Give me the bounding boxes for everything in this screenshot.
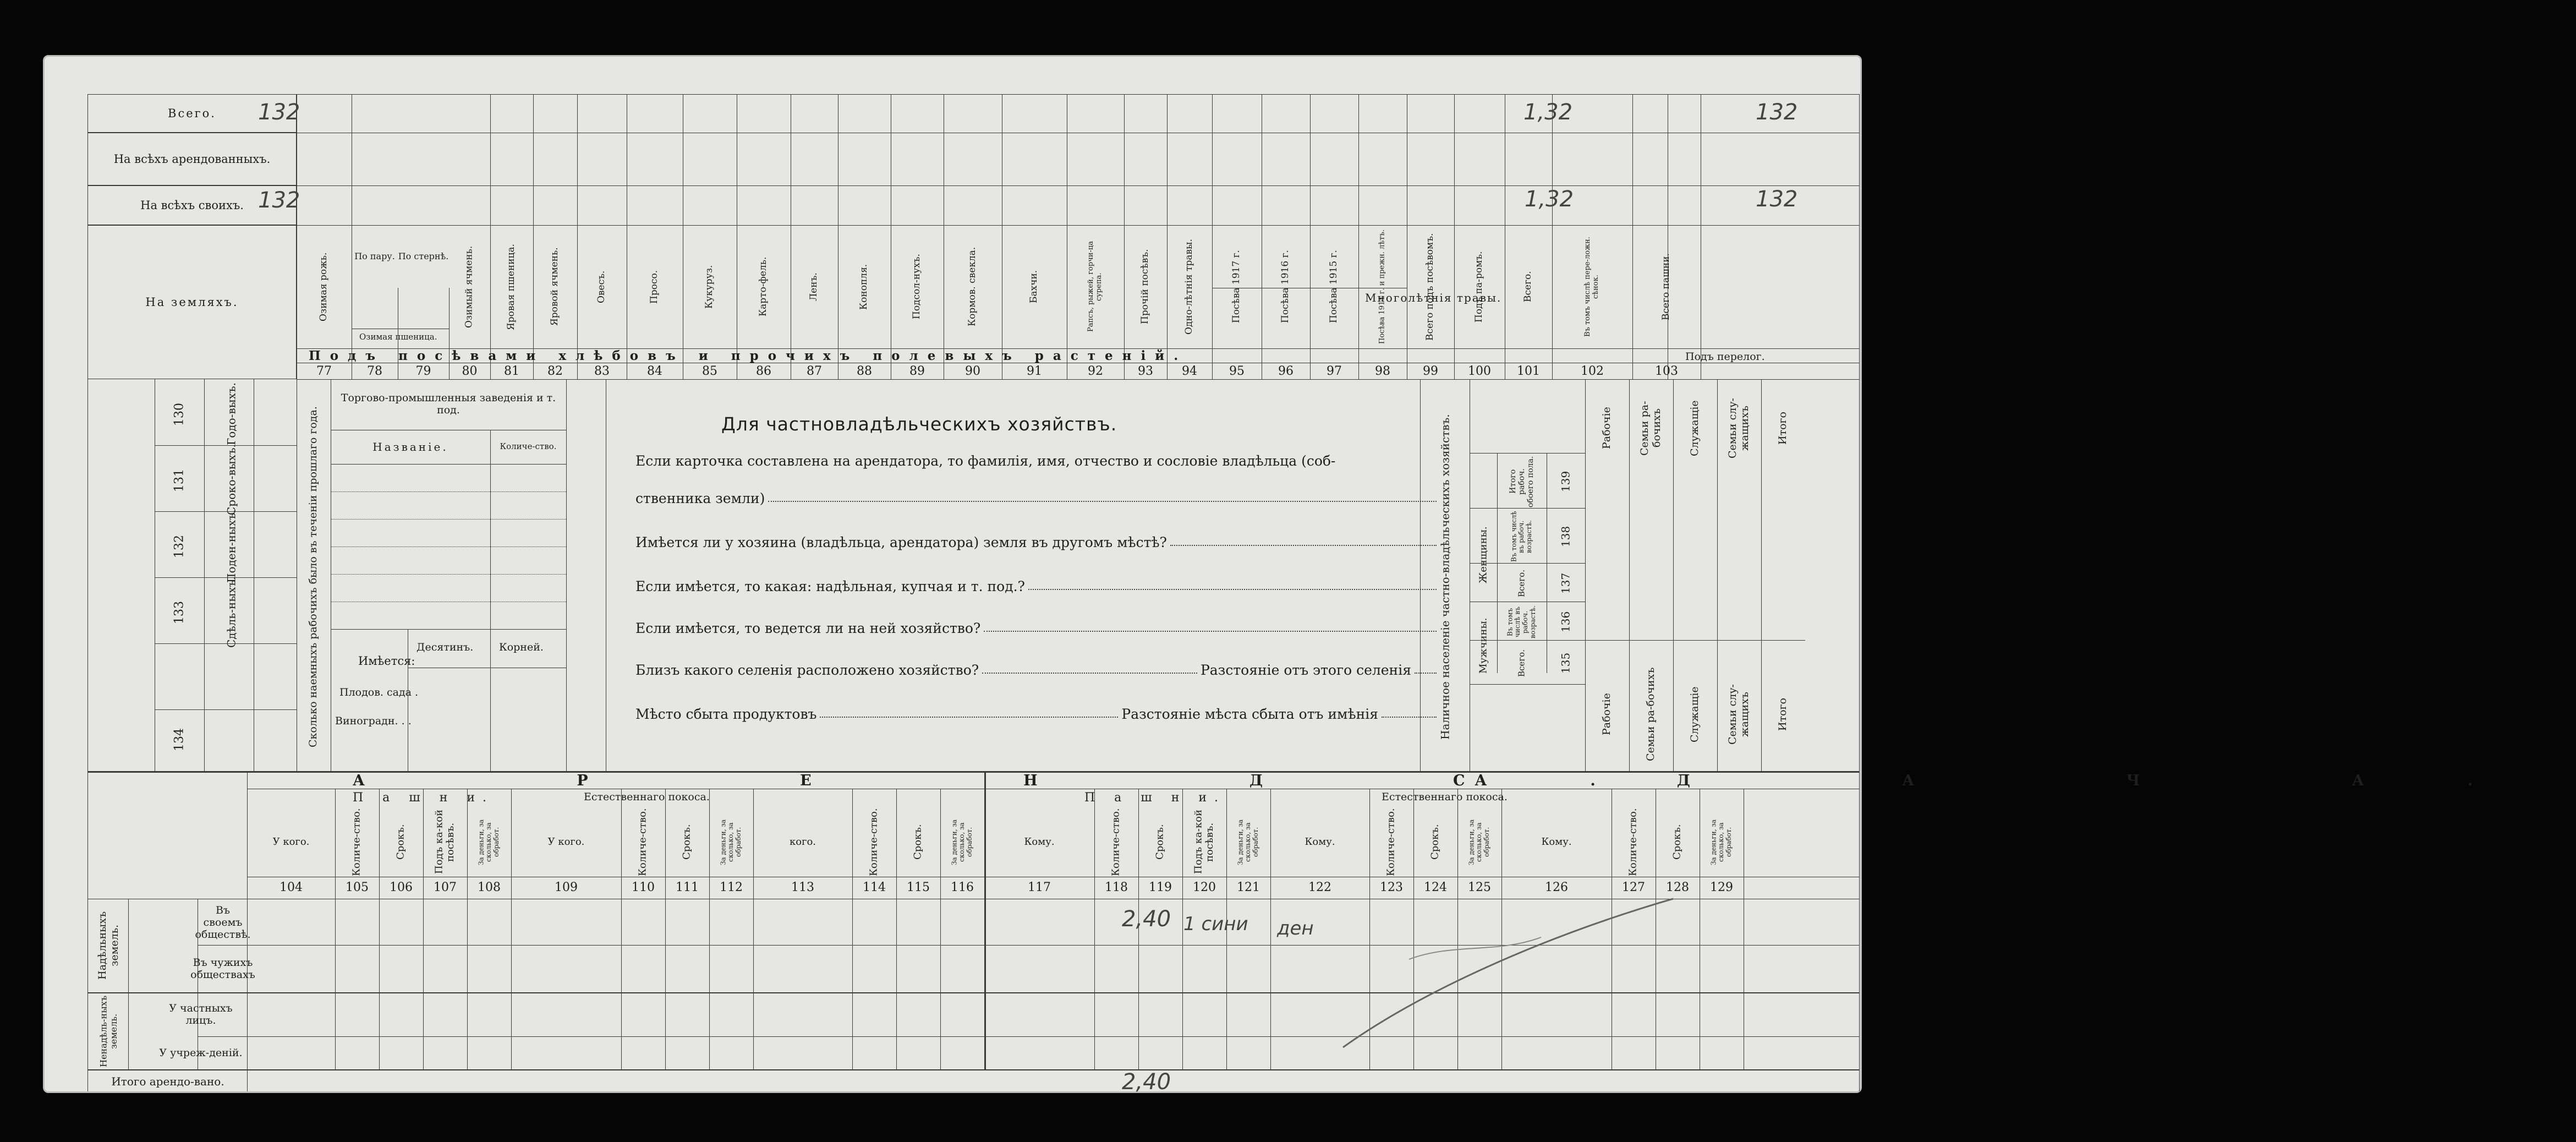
row-label-vsego: Всего. bbox=[87, 94, 297, 133]
lease-col-number: 111 bbox=[676, 881, 699, 895]
lease-col-number: 123 bbox=[1380, 881, 1403, 895]
grid-line bbox=[1859, 789, 1860, 1069]
lease-col-number: 104 bbox=[279, 881, 303, 895]
lease-col-number: 112 bbox=[720, 881, 743, 895]
crop-header: Овесъ. bbox=[596, 270, 607, 303]
lease-col-header: Количе-ство. bbox=[1627, 808, 1639, 876]
pop-vsego: Всего. bbox=[1516, 649, 1527, 677]
nenadelnyh-label: Ненадѣль-ныхъ земель. bbox=[98, 996, 119, 1068]
handwritten-value: 132 bbox=[1756, 187, 1798, 212]
lease-col-number: 126 bbox=[1545, 881, 1568, 895]
pop-num: 137 bbox=[1559, 572, 1572, 594]
row-label-chuzhih: Въ чужихъ обществахъ bbox=[190, 957, 255, 981]
crop-col-number: 90 bbox=[965, 364, 980, 379]
crop-header: По пару. bbox=[354, 250, 395, 261]
imeetsya-label: Имѣется: bbox=[358, 654, 415, 668]
lease-col-number: 108 bbox=[478, 881, 501, 895]
pop-col-semi-sluzhashih-bottom: Семьи слу-жащихъ bbox=[1727, 684, 1751, 745]
sdacha-pashni-label: П а ш н и. bbox=[1084, 791, 1226, 805]
crop-col-number: 89 bbox=[909, 364, 925, 379]
crop-col-number: 102 bbox=[1581, 364, 1604, 379]
crop-header: Всего подъ посѣвомъ. bbox=[1424, 233, 1436, 341]
question-6a-text: Мѣсто сбыта продуктовъ bbox=[635, 706, 817, 722]
question-2 bbox=[635, 534, 1440, 550]
grid-line bbox=[297, 94, 1859, 95]
answer-line[interactable] bbox=[1028, 588, 1437, 590]
lease-col-header: Кому. bbox=[1024, 835, 1055, 848]
pop-itogo-rab: Итого рабоч. обоего пола. bbox=[1508, 456, 1536, 507]
crop-header: Прочій посѣвъ. bbox=[1139, 249, 1151, 325]
question-4-text: Если имѣется, то ведется ли на ней хозяйство? bbox=[635, 620, 981, 636]
lease-col-header: Количе-ство. bbox=[350, 808, 363, 876]
lease-col-number: 115 bbox=[907, 881, 930, 895]
lease-col-header: У кого. bbox=[272, 835, 310, 848]
crop-header: Всего. bbox=[1522, 271, 1534, 303]
crop-col-number: 98 bbox=[1375, 364, 1390, 379]
lease-col-number: 121 bbox=[1237, 881, 1260, 895]
lease-col-header: У кого. bbox=[547, 835, 585, 848]
pop-col-rabochie-bottom: Рабочіе bbox=[1601, 693, 1613, 736]
crop-header: Одно-лѣтнія травы. bbox=[1183, 239, 1195, 335]
grid-line bbox=[297, 185, 1859, 186]
crop-col-number: 86 bbox=[756, 364, 771, 379]
label-podennyh: Поден-ныхъ. bbox=[224, 509, 238, 583]
crop-col-number: 81 bbox=[504, 364, 519, 379]
row-label-svoih: На всѣхъ своихъ. bbox=[87, 185, 297, 225]
lease-col-header: Срокъ. bbox=[1671, 824, 1683, 860]
question-3-text: Если имѣется, то какая: надѣльная, купчая и т. под.? bbox=[635, 578, 1025, 594]
handwritten-value: 132 bbox=[258, 100, 300, 125]
lease-col-number: 129 bbox=[1710, 881, 1733, 895]
pop-col-sluzhashie: Служащіе bbox=[1689, 400, 1701, 456]
grid-line bbox=[204, 379, 205, 771]
lease-col-header: Срокъ. bbox=[681, 824, 693, 860]
crop-col-number: 78 bbox=[367, 364, 382, 379]
col-num-130: 130 bbox=[172, 403, 187, 426]
crop-header: Кормов. свекла. bbox=[967, 247, 978, 327]
lease-col-header: Подъ ка-кой посѣвъ. bbox=[433, 810, 456, 875]
arenda-title: А Р Е Н Д А. bbox=[353, 772, 1699, 789]
crop-header: Озимая рожь. bbox=[318, 252, 330, 321]
grid-line bbox=[331, 629, 566, 630]
question-5 bbox=[635, 662, 1440, 678]
dotted-line bbox=[331, 574, 566, 575]
pop-col-semi-rabochih: Семьи ра-бочихъ bbox=[1638, 401, 1663, 456]
lease-col-header: За деньги, за сколько, за обработ. bbox=[1467, 819, 1490, 865]
grid-line bbox=[1420, 379, 1421, 771]
crop-col-number: 83 bbox=[594, 364, 610, 379]
pop-vsego: Всего. bbox=[1516, 570, 1527, 597]
dotted-line bbox=[331, 519, 566, 520]
answer-line[interactable] bbox=[984, 630, 1437, 632]
lease-col-number: 110 bbox=[632, 881, 655, 895]
pop-rab-vozrast: Въ томъ числѣ въ рабоч. возрастѣ. bbox=[1506, 605, 1537, 638]
handwritten-value: 2,40 bbox=[1122, 1069, 1171, 1095]
grid-line bbox=[1470, 684, 1585, 685]
nadelnyh-label: Надѣльныхъ земель. bbox=[96, 911, 120, 980]
lease-col-header: Подъ ка-кой посѣвъ. bbox=[1192, 810, 1215, 875]
lease-col-number: 117 bbox=[1028, 881, 1051, 895]
pop-num: 136 bbox=[1559, 611, 1572, 633]
pop-col-sluzhashie-bottom: Служащіе bbox=[1689, 686, 1701, 742]
lease-col-number: 107 bbox=[434, 881, 457, 895]
crop-col-number: 88 bbox=[857, 364, 872, 379]
row-label-uchrezhdeniy: У учреж-деній. bbox=[159, 1047, 243, 1059]
arenda-pokos-label: Естественнаго покоса. bbox=[584, 791, 710, 803]
lease-col-number: 119 bbox=[1149, 881, 1172, 895]
question-4 bbox=[635, 620, 1440, 636]
answer-line[interactable] bbox=[820, 716, 1118, 718]
lease-col-header: Количе-ство. bbox=[1110, 808, 1122, 876]
handwritten-value: 132 bbox=[258, 188, 300, 213]
question-3 bbox=[635, 578, 1440, 594]
handwritten-value: 1,32 bbox=[1525, 187, 1574, 212]
label-sdelnyh: Сдѣль-ныхъ. bbox=[224, 576, 238, 648]
lease-col-header: За деньги, за сколько, за обработ. bbox=[1236, 819, 1259, 865]
lease-col-number: 118 bbox=[1105, 881, 1128, 895]
lease-col-header: Количе-ство. bbox=[1385, 808, 1397, 876]
question-2-text: Имѣется ли у хозяина (владѣльца, арендатора) земля въ другомъ мѣстѣ? bbox=[635, 534, 1167, 550]
grid-line bbox=[566, 379, 567, 771]
lease-col-number: 124 bbox=[1424, 881, 1447, 895]
answer-line[interactable] bbox=[982, 672, 1197, 674]
grid-line bbox=[1585, 640, 1805, 641]
question-1b-text: ственника земли) bbox=[635, 490, 765, 506]
trade-name-header: Названіе. bbox=[372, 440, 448, 453]
pop-col-semi-sluzhashih: Семьи слу-жащихъ bbox=[1727, 398, 1751, 458]
row-label-na-zemlyah: На земляхъ. bbox=[87, 225, 297, 379]
census-card bbox=[43, 55, 2576, 1095]
lease-col-number: 106 bbox=[390, 881, 413, 895]
lease-col-header: Срокъ. bbox=[1429, 824, 1441, 860]
pop-num: 138 bbox=[1559, 526, 1572, 548]
lease-col-header: За деньги, за сколько, за обработ. bbox=[477, 819, 500, 865]
lease-col-header: Срокъ. bbox=[1154, 824, 1166, 860]
question-1a bbox=[635, 453, 1335, 469]
lease-col-header: За деньги, за сколько, за обработ. bbox=[1709, 819, 1733, 865]
grid-line bbox=[87, 94, 88, 771]
lease-col-header: За деньги, за сколько, за обработ. bbox=[719, 819, 742, 865]
trade-count-header: Количе-ство. bbox=[500, 441, 557, 452]
col-num-133: 133 bbox=[172, 601, 187, 624]
grid-line bbox=[128, 899, 129, 1069]
crop-col-number: 100 bbox=[1468, 364, 1491, 379]
crop-header: Бахчи. bbox=[1028, 270, 1040, 304]
lease-col-header: Количе-ство. bbox=[868, 808, 880, 876]
crop-header: Озимый ячмень. bbox=[463, 245, 475, 328]
crop-col-number: 91 bbox=[1027, 364, 1042, 379]
handwritten-value: 1 сини bbox=[1183, 913, 1248, 935]
crop-header: Посѣва 1917 г. bbox=[1231, 250, 1242, 324]
group-label-ozimaya-pshenitsa: Озимая пшеница. bbox=[359, 332, 437, 342]
pop-num: 139 bbox=[1559, 471, 1572, 493]
label-srokovyh: Сроко-выхъ. bbox=[224, 444, 238, 516]
desyatin-header: Десятинъ. bbox=[416, 641, 474, 653]
crop-col-number: 94 bbox=[1182, 364, 1197, 379]
lease-col-header: За деньги, за сколько, за обработ. bbox=[950, 819, 973, 865]
grid-line bbox=[1470, 508, 1585, 509]
question-5b-text: Разстояніе отъ этого селенія bbox=[1200, 662, 1411, 678]
sdacha-title: С Д А Ч А. bbox=[1453, 772, 2576, 789]
crop-header: По стернѣ. bbox=[398, 250, 449, 261]
pop-col-itogo: Итого bbox=[1777, 412, 1789, 445]
grid-line bbox=[490, 430, 491, 771]
crop-col-number: 99 bbox=[1423, 364, 1438, 379]
crop-col-number: 97 bbox=[1327, 364, 1342, 379]
handwritten-value: 1,32 bbox=[1523, 100, 1573, 125]
arenda-pashni-label: П а ш н и. bbox=[353, 791, 495, 805]
row-label-itogo: Итого арендо-вано. bbox=[111, 1074, 224, 1088]
crop-header: Просо. bbox=[649, 270, 660, 304]
grid-line bbox=[87, 1069, 1859, 1070]
col-num-134: 134 bbox=[172, 728, 187, 751]
crop-header: Посѣва 1916 г. bbox=[1280, 250, 1291, 324]
crop-col-number: 96 bbox=[1278, 364, 1294, 379]
population-title: Наличное населеніе частно-владѣльческихъ хозяйствъ. bbox=[1438, 414, 1452, 740]
lease-col-header: Срокъ. bbox=[394, 824, 407, 860]
crop-col-number: 92 bbox=[1088, 364, 1103, 379]
crop-col-number: 84 bbox=[647, 364, 662, 379]
crop-header: Ленъ. bbox=[808, 272, 820, 301]
crop-col-number: 82 bbox=[547, 364, 563, 379]
crop-header: Кукуруз. bbox=[704, 265, 715, 309]
grid-line bbox=[297, 225, 1859, 226]
korney-header: Корней. bbox=[499, 641, 544, 653]
lease-col-number: 116 bbox=[951, 881, 974, 895]
crop-col-number: 87 bbox=[807, 364, 822, 379]
private-title: Для частновладѣльческихъ хозяйствъ. bbox=[721, 413, 1117, 435]
crop-header: Посѣва 1915 г. bbox=[1328, 250, 1340, 324]
row-label-svoem: Въ своемъ обществѣ. bbox=[195, 904, 251, 941]
crop-col-number: 80 bbox=[462, 364, 478, 379]
crop-col-number: 85 bbox=[702, 364, 717, 379]
group-label-mnogoletnie: Многолѣтнія травы. bbox=[1365, 291, 1502, 304]
grid-line bbox=[87, 771, 88, 1091]
lease-col-number: 105 bbox=[346, 881, 369, 895]
lease-col-number: 127 bbox=[1622, 881, 1645, 895]
handwritten-stroke bbox=[1310, 893, 1695, 1058]
pop-men: Мужчины. bbox=[1477, 618, 1489, 674]
pop-col-itogo-bottom: Итого bbox=[1777, 698, 1789, 731]
pop-col-rabochie: Рабочіе bbox=[1601, 407, 1613, 450]
handwritten-value: 132 bbox=[1756, 100, 1798, 125]
lease-col-header: Кому. bbox=[1541, 835, 1572, 848]
sdacha-pokos-label: Естественнаго покоса. bbox=[1382, 791, 1508, 803]
question-6b-text: Разстояніе мѣста сбыта отъ имѣнія bbox=[1121, 706, 1378, 722]
lease-col-number: 128 bbox=[1666, 881, 1689, 895]
crop-header: Посѣва 1914 г. и прежн. лѣтъ. bbox=[1378, 230, 1386, 344]
vinograd-label: Виноградн. . . bbox=[335, 715, 412, 727]
crop-header: Всего пашни. bbox=[1660, 253, 1672, 320]
pop-col-semi-rabochih-bottom: Семьи ра-бочихъ bbox=[1645, 667, 1657, 762]
lease-col-header: Количе-ство. bbox=[637, 808, 649, 876]
crop-col-number: 101 bbox=[1517, 364, 1540, 379]
group-label-pod-posevami: Подъ посѣвами хлѣбовъ и прочихъ полевыхъ растеній. bbox=[309, 348, 1188, 363]
crop-header: Конопля. bbox=[858, 264, 870, 310]
col-num-131: 131 bbox=[172, 469, 187, 492]
row-label-arendovannyh: На всѣхъ арендованныхъ. bbox=[87, 133, 297, 185]
answer-line[interactable] bbox=[1170, 544, 1437, 546]
sad-label: Плодов. сада . bbox=[339, 686, 419, 698]
grid-line bbox=[331, 464, 566, 465]
lease-col-header: Кому. bbox=[1305, 835, 1335, 848]
hired-workers-label: Сколько наемныхъ рабочихъ было въ теченіи прошлаго года. bbox=[307, 406, 320, 747]
lease-col-number: 125 bbox=[1468, 881, 1491, 895]
question-1b bbox=[635, 490, 1440, 506]
crop-header: Рапсъ, рыжей, горчи-ца сурепа. bbox=[1087, 241, 1103, 332]
crop-header: Подъ па-ромъ. bbox=[1473, 251, 1485, 323]
lease-col-header: Срокъ. bbox=[912, 824, 924, 860]
dotted-line bbox=[331, 491, 566, 492]
answer-line[interactable] bbox=[768, 500, 1437, 502]
crop-col-number: 93 bbox=[1138, 364, 1153, 379]
crop-header: Яровая пшеница. bbox=[506, 243, 517, 330]
lease-col-number: 122 bbox=[1308, 881, 1331, 895]
pop-rab-vozrast: Въ томъ числѣ въ рабоч. возрастѣ. bbox=[1510, 511, 1533, 562]
crop-col-number: 79 bbox=[415, 364, 431, 379]
trade-title: Торгово-промышленныя заведенія и т. под. bbox=[341, 392, 556, 416]
row-label-chastnyh: У частныхъ лицъ. bbox=[169, 1002, 233, 1026]
label-godovyh: Годо-выхъ. bbox=[224, 383, 238, 445]
grid-line bbox=[155, 709, 297, 710]
lease-col-number: 113 bbox=[791, 881, 814, 895]
question-6 bbox=[635, 706, 1440, 722]
crop-header: Подсол-нухъ. bbox=[911, 254, 923, 320]
crop-col-number: 103 bbox=[1655, 364, 1678, 379]
pop-women: Женщины. bbox=[1477, 526, 1489, 583]
lease-col-number: 109 bbox=[555, 881, 578, 895]
handwritten-value: ден bbox=[1277, 917, 1314, 939]
pop-num: 135 bbox=[1559, 652, 1572, 674]
lease-col-header: кого. bbox=[789, 835, 816, 848]
crop-col-number: 77 bbox=[316, 364, 332, 379]
handwritten-value: 2,40 bbox=[1122, 906, 1171, 932]
crop-header: Яровой ячмень. bbox=[549, 247, 561, 326]
lease-col-number: 114 bbox=[863, 881, 886, 895]
crop-header: Карто-фель. bbox=[758, 256, 769, 317]
lease-col-number: 120 bbox=[1193, 881, 1216, 895]
question-1a-text: Если карточка составлена на арендатора, то фамилія, имя, отчество и сословіе владѣльца (соб- bbox=[635, 453, 1336, 469]
col-num-132: 132 bbox=[172, 535, 187, 558]
group-label-pod-perelog: Подъ перелог. bbox=[1685, 351, 1765, 363]
crop-col-number: 95 bbox=[1229, 364, 1245, 379]
question-5a-text: Близъ какого селенія расположено хозяйство? bbox=[635, 662, 979, 678]
crop-header: Въ томъ числѣ пере-ложн. сѣнок. bbox=[1583, 237, 1600, 337]
